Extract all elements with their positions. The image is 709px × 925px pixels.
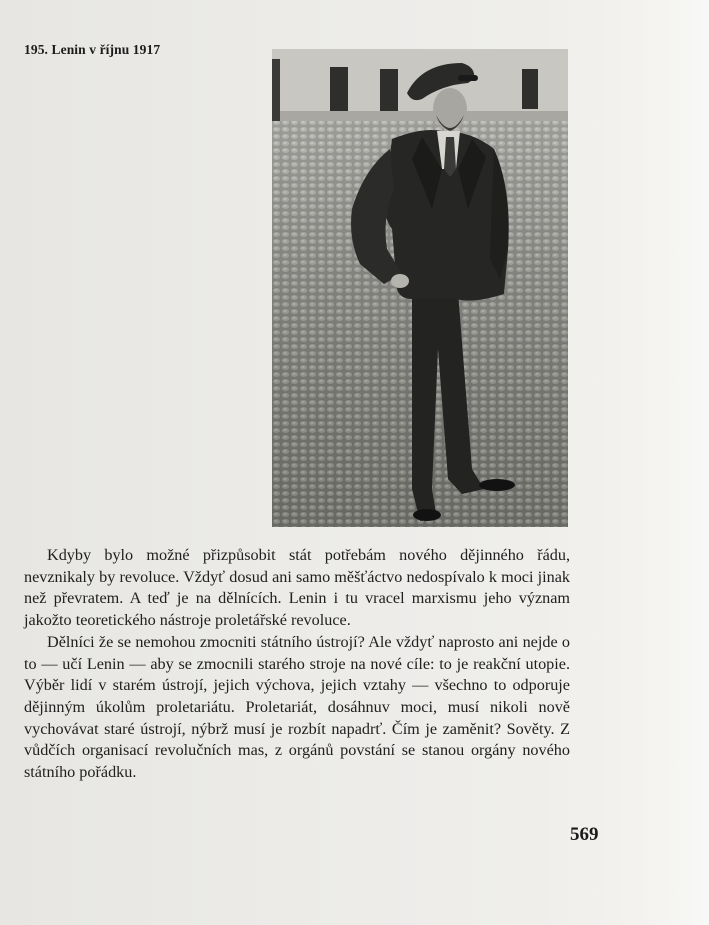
page-number: 569 [570,824,599,845]
body-text [24,545,570,784]
figure-caption: 195. Lenin v říjnu 1917 [24,42,161,57]
photograph [272,49,568,527]
paragraph: Dělníci že se nemohou zmocniti státního ústrojí? Ale vždyť naprosto ani nejde o to — učí Lenin — aby se zmocnili starého stroje na nové cíle: to je reakční utopie. Výběr lidí v starém ústrojí, jejich výchova, jejich vztahy — všechno to odporuje dějinným úkolům proletariátu. Proletariát, dosáhnuv moci, musí nikoli nově vychovávat staré ústrojí, nýbrž musí je rozbít napadrť. Čím je zaměnit? Sověty. Z vůdčích organisací revolučních mas, z orgánů povstání se stanou orgány nového státního pořádku. [24,632,570,782]
paragraph: Kdyby bylo možné přizpůsobit stát potřebám nového dějinného řádu, nevznikaly by revoluce. Vždyť dosud ani samo měšťáctvo nedospívalo k moci jinak než převratem. A teď je na dělnících. Lenin i tu vracel marxismu jeho význam jakožto teoretického nástroje proletářské revoluce. [24,546,570,630]
portrait-photograph-icon [272,49,568,527]
